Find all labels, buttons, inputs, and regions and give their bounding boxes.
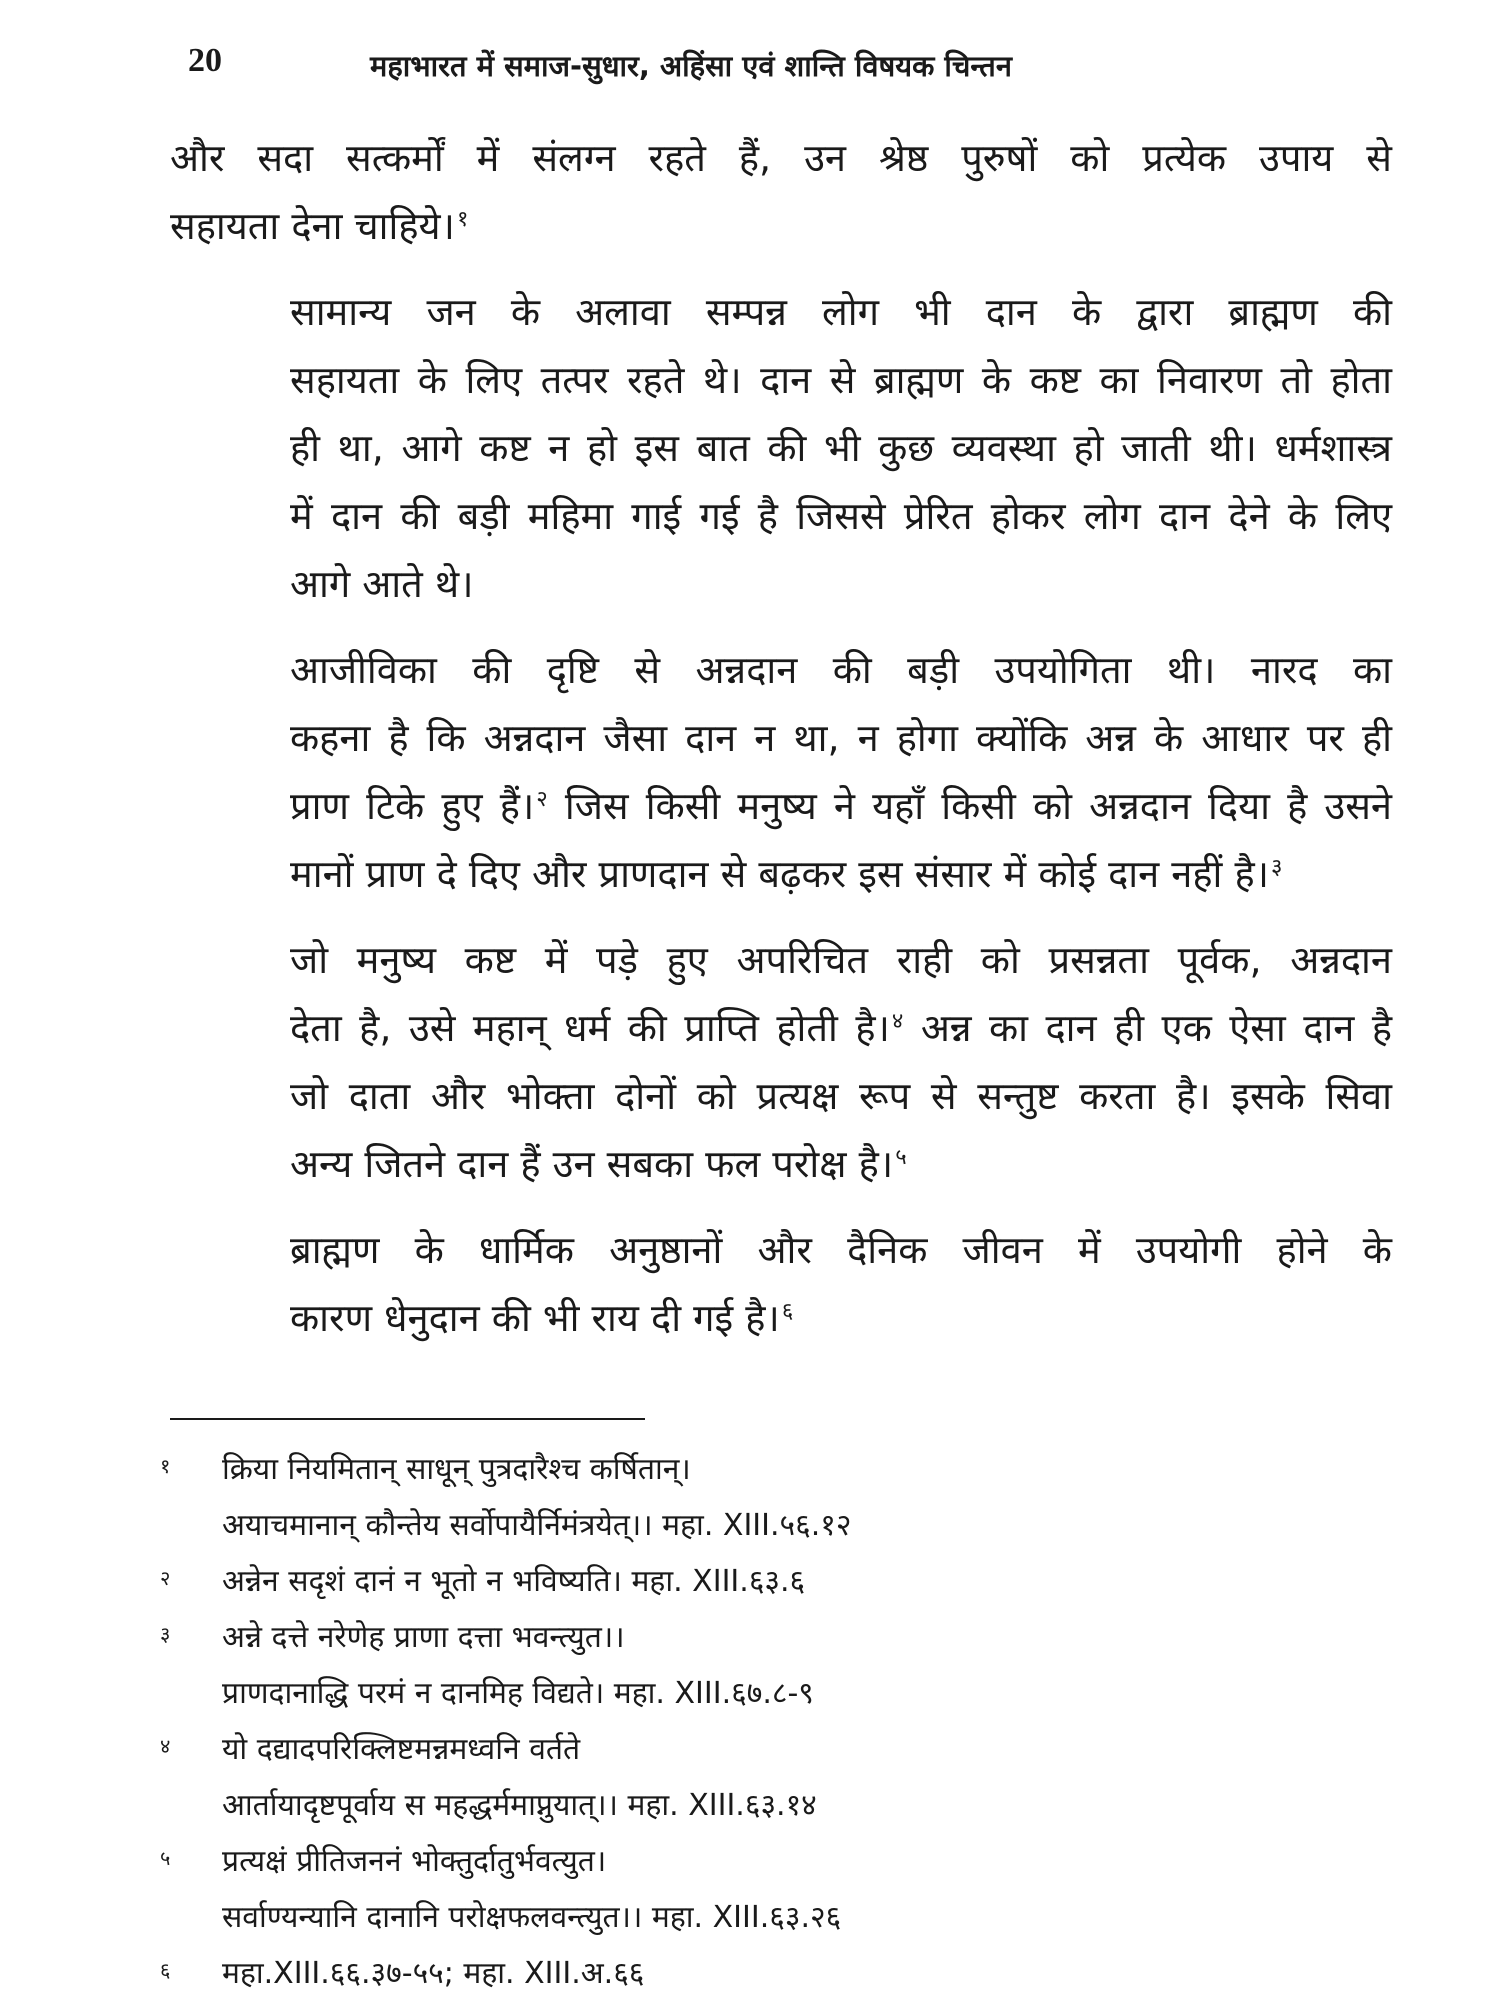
text-line	[170, 994, 1392, 1062]
line-text: आगे आते थे।	[290, 562, 474, 606]
text-line	[170, 414, 1392, 482]
footnote-line: अयाचमानान् कौन्तेय सर्वोपायैर्निमंत्रयेत्।। महा. XIII.५६.१२	[222, 1508, 852, 1543]
text-line	[170, 192, 1392, 260]
footnote-marker: ४	[160, 1734, 171, 1758]
footnote	[160, 1610, 1400, 1722]
footnote-marker: ६	[160, 1958, 171, 1982]
paragraph	[170, 636, 1392, 908]
footnote-line: आर्तायादृष्टपूर्वाय स महद्धर्ममाप्नुयात्।। महा. XIII.६३.१४	[222, 1788, 817, 1823]
footnote-reference: ३	[1271, 855, 1283, 880]
text-line	[170, 278, 1392, 346]
line-text: में दान की बड़ी महिमा गाई गई है जिससे प्रेरित होकर लोग दान देने के लिए	[290, 494, 1392, 538]
running-title: महाभारत में समाज-सुधार, अहिंसा एवं शान्ति विषयक चिन्तन	[370, 49, 1012, 83]
paragraph	[170, 1216, 1392, 1352]
footnotes	[160, 1442, 1400, 2002]
text-line	[170, 1130, 1392, 1198]
text-line	[170, 772, 1392, 840]
text-line	[170, 482, 1392, 550]
body-text	[170, 124, 1392, 1370]
text-line	[170, 926, 1392, 994]
line-text: सामान्य जन के अलावा सम्पन्न लोग भी दान के द्वारा ब्राह्मण की	[290, 290, 1392, 334]
line-text-continued: जिस किसी मनुष्य ने यहाँ किसी को अन्नदान दिया है उसने	[547, 784, 1392, 828]
page-number: 20	[188, 42, 222, 79]
line-text: और सदा सत्कर्मों में संलग्न रहते हैं, उन श्रेष्ठ पुरुषों को प्रत्येक उपाय से	[170, 136, 1392, 180]
line-text: आजीविका की दृष्टि से अन्नदान की बड़ी उपयोगिता थी। नारद का	[290, 648, 1392, 692]
footnote-marker: १	[160, 1454, 171, 1478]
text-line	[170, 346, 1392, 414]
footnote-marker: ३	[160, 1622, 171, 1646]
footnote	[160, 1442, 1400, 1554]
footnote-line: अन्ने दत्ते नरेणेह प्राणा दत्ता भवन्त्युत।।	[222, 1620, 625, 1655]
footnote-line: क्रिया नियमितान् साधून् पुत्रदारैश्च कर्षितान्।	[222, 1452, 691, 1487]
footnote	[160, 1834, 1400, 1946]
footnote-line: सर्वाण्यन्यानि दानानि परोक्षफलवन्त्युत।। महा. XIII.६३.२६	[222, 1900, 842, 1935]
line-text: कारण धेनुदान की भी राय दी गई है।	[290, 1296, 780, 1340]
footnote-line: प्राणदानाद्धि परमं न दानमिह विद्यते। महा. XIII.६७.८-९	[222, 1676, 814, 1711]
footnote-line: महा.XIII.६६.३७-५५; महा. XIII.अ.६६	[222, 1956, 645, 1991]
footnote-separator	[170, 1418, 645, 1420]
line-text: सहायता के लिए तत्पर रहते थे। दान से ब्राह्मण के कष्ट का निवारण तो होता	[290, 358, 1392, 402]
line-text: प्राण टिके हुए हैं।	[290, 784, 535, 828]
footnote-marker: ५	[160, 1846, 171, 1870]
line-text: सहायता देना चाहिये।	[170, 204, 455, 248]
paragraph	[170, 278, 1392, 618]
footnote	[160, 1722, 1400, 1834]
footnote-line: यो दद्यादपरिक्लिष्टमन्नमध्वनि वर्तते	[222, 1732, 581, 1767]
text-line	[170, 550, 1392, 618]
line-text: कहना है कि अन्नदान जैसा दान न था, न होगा क्योंकि अन्न के आधार पर ही	[290, 716, 1392, 760]
line-text: जो मनुष्य कष्ट में पड़े हुए अपरिचित राही को प्रसन्नता पूर्वक, अन्नदान	[290, 938, 1392, 982]
line-text: जो दाता और भोक्ता दोनों को प्रत्यक्ष रूप से सन्तुष्ट करता है। इसके सिवा	[290, 1074, 1392, 1118]
footnote-line: प्रत्यक्षं प्रीतिजननं भोक्तुर्दातुर्भवत्युत।	[222, 1844, 607, 1879]
footnote-reference: ६	[781, 1299, 794, 1324]
text-line	[170, 636, 1392, 704]
text-line	[170, 840, 1392, 908]
footnote	[160, 1554, 1400, 1610]
line-text-continued: अन्न का दान ही एक ऐसा दान है	[903, 1006, 1392, 1050]
line-text: ब्राह्मण के धार्मिक अनुष्ठानों और दैनिक जीवन में उपयोगी होने के	[290, 1228, 1392, 1272]
footnote-reference: २	[536, 787, 548, 812]
text-line	[170, 1062, 1392, 1130]
line-text: अन्य जितने दान हैं उन सबका फल परोक्ष है।	[290, 1142, 894, 1186]
footnote	[160, 1946, 1400, 2002]
text-line	[170, 124, 1392, 192]
footnote-reference: ४	[891, 1009, 904, 1034]
line-text: देता है, उसे महान् धर्म की प्राप्ति होती है।	[290, 1006, 890, 1050]
text-line	[170, 1284, 1392, 1352]
footnote-marker: २	[160, 1566, 171, 1590]
footnote-reference: ५	[895, 1145, 907, 1170]
footnote-reference: १	[456, 207, 469, 232]
text-line	[170, 704, 1392, 772]
paragraph	[170, 124, 1392, 260]
footnote-line: अन्नेन सदृशं दानं न भूतो न भविष्यति। महा. XIII.६३.६	[222, 1564, 806, 1599]
line-text: मानों प्राण दे दिए और प्राणदान से बढ़कर इस संसार में कोई दान नहीं है।	[290, 852, 1270, 896]
line-text: ही था, आगे कष्ट न हो इस बात की भी कुछ व्यवस्था हो जाती थी। धर्मशास्त्र	[290, 426, 1392, 470]
paragraph	[170, 926, 1392, 1198]
text-line	[170, 1216, 1392, 1284]
